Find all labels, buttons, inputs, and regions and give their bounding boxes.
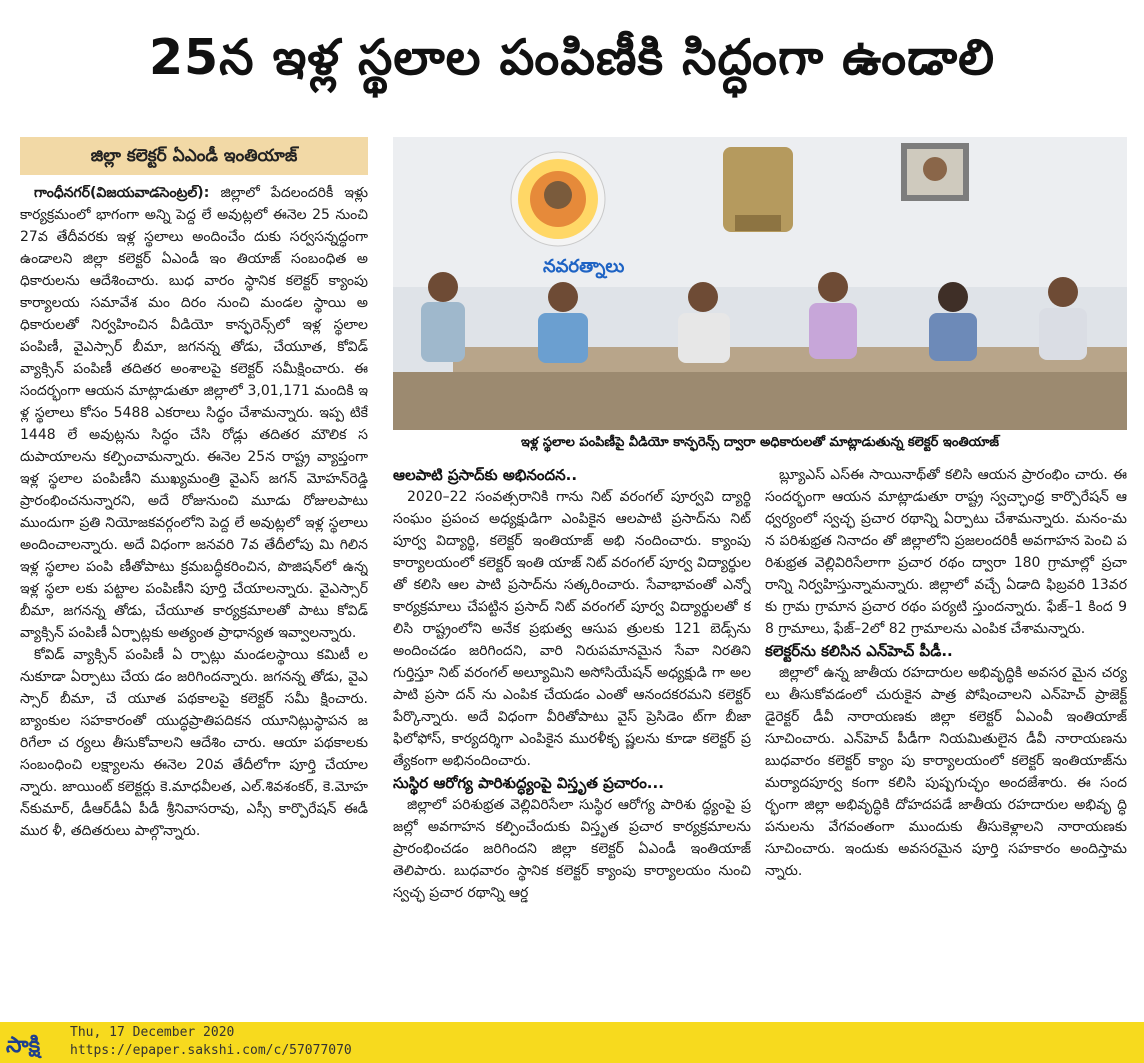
cm-portrait	[901, 143, 969, 201]
epaper-date: Thu, 17 December 2020	[70, 1025, 235, 1040]
dateline: గాంధీనగర్(విజయవాడసెంట్రల్):	[34, 185, 210, 201]
epaper-url[interactable]: https://epaper.sakshi.com/c/57077070	[70, 1043, 352, 1058]
epaper-footer	[0, 1022, 1144, 1063]
meeting-photo	[393, 137, 1127, 430]
section-title: ఆలపాటి ప్రసాద్‌కు అభినందన..	[393, 466, 578, 484]
section-title: సుస్థిర ఆరోగ్య పారిశుద్ధ్యంపై విస్తృత ప్రచారం...	[393, 774, 664, 792]
section-text-continued: బ్ల్యూఎస్ ఎస్ఈ సాయినాథ్‌తో కలిసి ఆయన ప్రారంభిం చారు. ఈ సందర్భంగా ఆయన మాట్లాడుతూ రాష్ట్ర స్వచ్ఛాంధ్ర కార్పొరేషన్ ఆధ్వర్యంలో స్వచ్ఛ ప్రచార రథాన్ని ఏర్పాటు చేశామన్నారు. మనం-మన పరిశుభ్రత నినాదం తో జిల్లాలోని ప్రజలందరికీ అవగాహన పెంచి పరిశుభ్రత వెల్లివిరిసేలాగా ప్రచార రథం ద్వారా 180 గ్రామాల్లో ప్రచా రాన్ని నిర్వహిస్తున్నామన్నారు. జిల్లాలో వచ్చే ఏడాది ఫిబ్రవరి 13వరకు గ్రామ గ్రామాన ప్రచార రథం పర్యటి స్తుందన్నారు. ఫేజ్–1 కింద 98 గ్రామాలు, ఫేజ్–2లో 82 గ్రామాలను ఎంపిక చేశామన్నారు.	[765, 467, 1127, 637]
article-column-2	[393, 464, 751, 1000]
sakshi-logo[interactable]	[4, 1025, 64, 1060]
article-paragraph	[20, 182, 368, 644]
article-column-1	[20, 182, 368, 1000]
navaratnalu-emblem	[511, 152, 605, 246]
article-column-3	[765, 464, 1127, 1000]
photo-caption: ఇళ్ల స్థలాల పంపిణీపై వీడియో కాన్ఫరెన్స్ ద్వారా అధికారులతో మాట్లాడుతున్న కలెక్టర్ ఇంతియాజ్	[520, 435, 1000, 450]
article-paragraph: కోవిడ్ వ్యాక్సిన్ పంపిణీ ఏ ర్పాట్లు మండలస్థాయి కమిటీ లనుకూడా ఏర్పాటు చేయ డం జరిగిందన్నారు. జగనన్న తోడు, వైఎస్సార్ బీమా, చే యూత పథకాలపై కలెక్టర్ సమీ క్షించారు. బ్యాంకుల సహకారంతో యుద్ధప్రాతిపదికన యూనిట్లుస్థాపన జరిగేలా చ ర్యలు తీసుకోవాలని ఆదేశిం చారు. ఆయా పథకాలకు సంబంధించి లక్ష్యాలను ఈనెల 20వ తేదీలోగా పూర్తి చేయాలన్నారు. జాయింట్ కలెక్టర్లు కె.మాధవీలత, ఎల్.శివశంకర్, కె.మోహన్‌కుమార్, డీఆర్‌డీఏ పీడీ శ్రీనివాసరావు, ఎస్సీ కార్పొరేషన్ ఈడీ ముర ళీ, తదితరులు పాల్గొన్నారు.	[20, 647, 368, 839]
section-text: జిల్లాలో పరిశుభ్రత వెల్లివిరిసేలా సుస్థిర ఆరోగ్య పారిశు ద్ధ్యంపై ప్రజల్లో అవగాహన కల్పించేందుకు విస్తృత ప్రచార కార్యక్రమాలను ప్రారంభించడం జరిగిందని జిల్లా కలెక్టర్ ఏఎండీ ఇంతియాజ్ తెలిపారు. బుధవారం స్థానిక కలెక్టర్ క్యాంపు కార్యాలయం నుంచి స్వచ్ఛ ప్రచార రథాన్ని ఆర్డ	[393, 797, 751, 901]
sakshi-logo-text: సాక్షి	[6, 1033, 41, 1058]
meeting-photo-illustration	[393, 137, 1127, 430]
emblem-caption: నవరత్నాలు	[543, 256, 625, 277]
section-text: జిల్లాలో ఉన్న జాతీయ రహదారుల అభివృద్ధికి అవసర మైన చర్యలు తీసుకోవడంలో చురుకైన పాత్ర పోషించాలని ఎన్‌హెచ్ ప్రాజెక్ట్ డైరెక్టర్ డీవీ నారాయణకు జిల్లా కలెక్టర్ ఏఎంవీ ఇంతియాజ్ సూచించారు. ఎన్‌హెచ్ పీడీగా నియమితులైన డీవీ నారాయణను బుధవారం కలెక్టర్ క్యాం పు కార్యాలయంలో కలెక్టర్ ఇంతియాజ్‌ను మర్యాదపూర్వ కంగా కలిసి పుష్పగుచ్ఛం అందజేశారు. ఈ సందర్భంగా జిల్లా అభివృద్ధికి దోహదపడే జాతీయ రహదారుల అభివృ ద్ధి పనులను వేగవంతంగా ముందుకు తీసుకెళ్లాలని నారాయణకు సూచించారు. ఇందుకు అవసరమైన పూర్తి సహకారం అందిస్తామన్నారు.	[765, 665, 1127, 879]
section-text: 2020–22 సంవత్సరానికి గాను నిట్ వరంగల్ పూర్వవి ద్యార్థి సంఘం ప్రపంచ అధ్యక్షుడిగా ఎంపికైన ఆలపాటి ప్రసాద్‌ను నిట్ పూర్వ విద్యార్థి, కలెక్టర్ ఇంతియాజ్ అభి నందించారు. క్యాంపు కార్యాలయంలో కలెక్టర్ ఇంతి యాజ్ నిట్ వరంగల్ పూర్వ విద్యార్థులతో కలిసి ఆల పాటి ప్రసాద్‌ను సత్కరించారు. సేవాభావంతో ఎన్నో కార్యక్రమాలు చేపట్టిన ప్రసాద్ నిట్ వరంగల్ పూర్వ విద్యార్థులతో కలిసి రాష్ట్రంలోని అనేక ప్రభుత్వ ఆసుప త్రులకు 121 బెడ్స్‌ను అందించడం జరిగిందని, వారి నిరుపమానమైన సేవా నిరతిని గుర్తిస్తూ నిట్ వరంగల్ అల్యూమిని అసోసియేషన్ అధ్యక్షుడి గా అలపాటి ప్రసా దన్ ను ఎంపిక చేయడం ఎంతో ఆనందకరమని కలెక్టర్ పేర్కొన్నారు. అదే విధంగా వీరితోపాటు వైస్ ప్రెసిడెం ట్‌గా బీజా ఫిలోఫోస్, కార్యదర్శిగా ఎంపికైన మురళీకృ ష్ణలను కూడా కలెక్టర్ ప్రత్యేకంగా అభినందించారు.	[393, 489, 751, 769]
headline: 25న ఇళ్ల స్థలాల పంపిణీకి సిద్ధంగా ఉండాలి	[148, 29, 996, 86]
article-text: జిల్లాలో పేదలందరికీ ఇళ్లు కార్యక్రమంలో భాగంగా అన్ని పెద్ద లే అవుట్లలో ఈనెల 25 నుంచి 27వ తేదీవరకు ఇళ్ల స్థలాలు అందించేం దుకు సర్వసన్నద్ధంగా ఉండాలని జిల్లా కలెక్టర్ ఏఎండీ ఇం తియాజ్ సంబంధిత అధికారులను ఆదేశించారు. బుధ వారం స్థానిక కలెక్టర్ క్యాంపు కార్యాలయ సమావేశ మం దిరం నుంచి మండల స్థాయి అధికారులతో నిర్వహించిన వీడియో కాన్ఫరెన్స్‌లో ఇళ్ల స్థలాల పంపిణీ, వైఎస్సార్ బీమా, జగనన్న తోడు, చేయూత, కోవిడ్ వ్యాక్సిన్ పంపిణీ తదితర అంశాలపై కలెక్టర్ సమీక్షించారు. ఈ సందర్భంగా ఆయన మాట్లాడుతూ జిల్లాలో 3,01,171 మందికి ఇళ్ల స్థలాలు కోసం 5488 ఎకరాలు సిద్ధం చేశామన్నారు. ఇప్ప టికే 1448 లే అవుట్లను సిద్ధం చేసి రోడ్లు తదితర మౌలిక సదుపాయాలను కల్పించామన్నారు. ఈనెల 25న రాష్ట్ర వ్యాప్తంగా ఇళ్ల స్థలాల పంపిణీని ముఖ్యమంత్రి వైఎస్ జగన్ మోహన్‌రెడ్డి ప్రారంభించనున్నారని, అదే రోజునుంచి మూడు రోజులపాటు ముందుగా ప్రతి నియోజకవర్గంలోని పెద్ద లే అవుట్లలో ఇళ్ల స్థలాలు అందించాలన్నారు. అదే విధంగా జనవరి 7వ తేదీలోపు మి గిలిన ఇళ్ల స్థలాల పంపి ణీతోపాటు క్రమబద్ధీకరించిన, పొజిషన్‌లో ఉన్న ఇళ్ల స్థలా లకు పట్టాల పంపిణీని పూర్తి చేయాలన్నారు. వైఎస్సార్ బీమా, జగనన్న తోడు, చేయూత కార్యక్రమాలతో పాటు కోవిడ్ వ్యాక్సిన్ పంపిణీ ఏర్పాట్లకు అత్యంత ప్రాధాన్యత ఇవ్వాలన్నారు.	[20, 185, 368, 641]
subhead: జిల్లా కలెక్టర్ ఏఎండీ ఇంతియాజ్	[20, 137, 368, 175]
national-emblem	[723, 147, 793, 232]
section-title: కలెక్టర్‌ను కలిసిన ఎన్‌హెచ్ పీడీ..	[765, 642, 953, 660]
